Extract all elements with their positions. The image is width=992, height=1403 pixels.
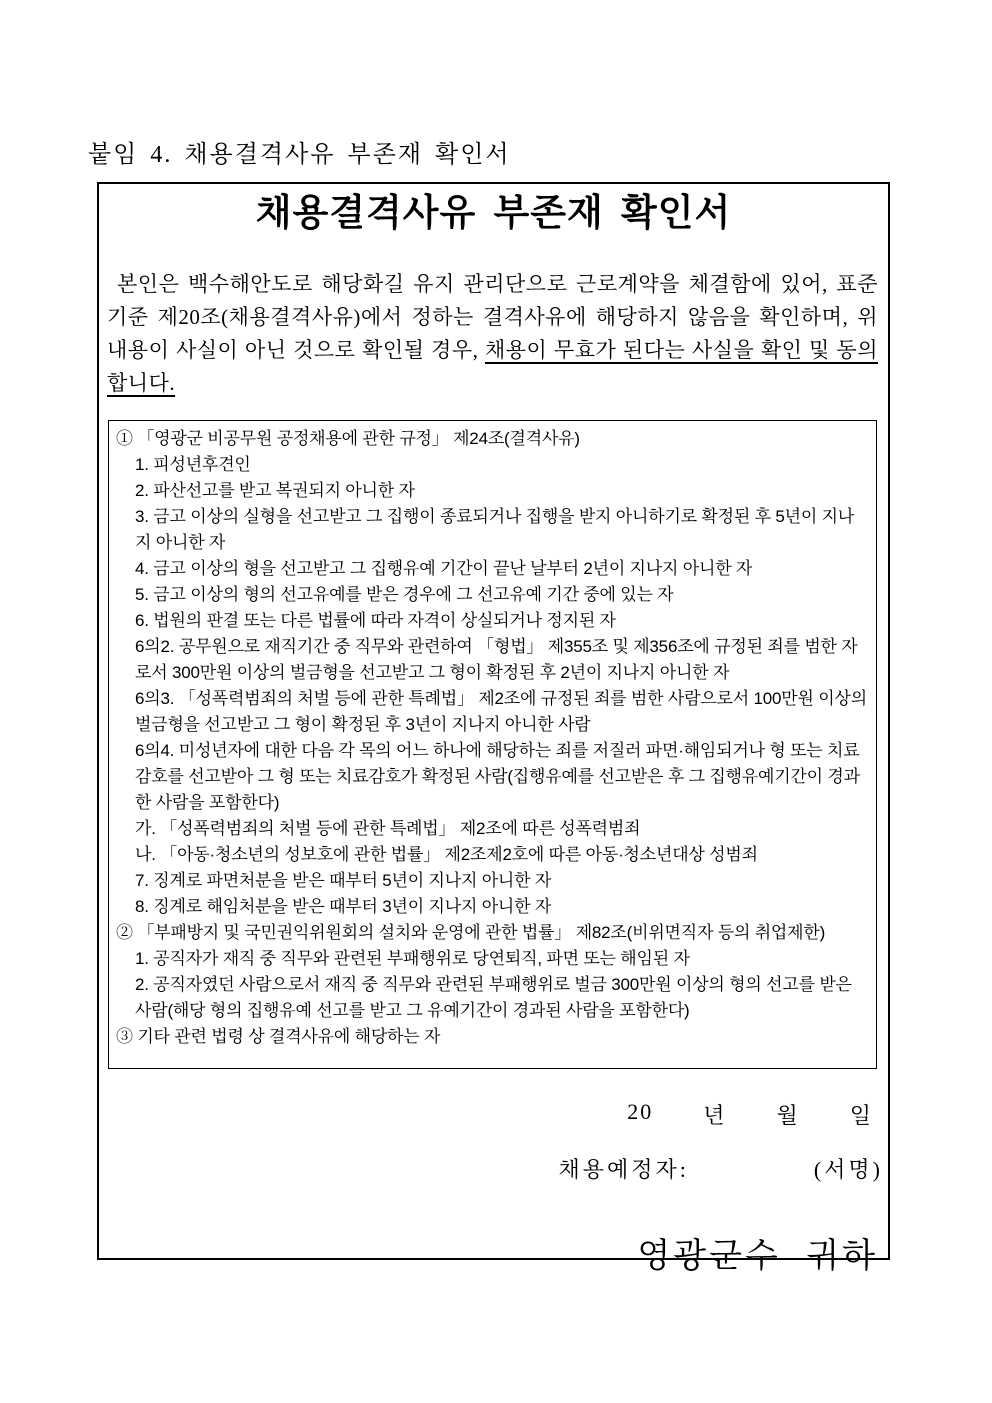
criteria-item: 4. 금고 이상의 형을 선고받고 그 집행유예 기간이 끝난 날부터 2년이 지나지 아니한 자 (135, 559, 753, 578)
intro-text-underlined: 채용이 무효가 된다는 사실을 확인 및 동의합니다. (107, 338, 878, 395)
criteria-item: ② 「부패방지 및 국민권익위원회의 설치와 운영에 관한 법률」 제82조(비위면직자 등의 취업제한) (116, 923, 826, 942)
criteria-item: 나. 「아동·청소년의 성보호에 관한 법률」 제2조제2호에 따른 아동·청소년대상 성범죄 (135, 845, 758, 864)
criteria-item: 2. 파산선고를 받고 복권되지 아니한 자 (135, 481, 415, 500)
signature-hint: (서명) (813, 1157, 883, 1182)
criteria-item: 6의3. 「성폭력범죄의 처벌 등에 관한 특례법」 제2조에 규정된 죄를 범한 사람으로서 100만원 이상의 벌금형을 선고받고 그 형이 확정된 후 3년이 지나지 아니한 사람 (135, 689, 867, 734)
criteria-item: 2. 공직자였던 사람으로서 재직 중 직무와 관련된 부패행위로 벌금 300만원 이상의 형의 선고를 받은 사람(해당 형의 집행유예 선고를 받고 그 유예기간이 경과된 사람을 포함한다) (135, 975, 852, 1020)
criteria-item: 1. 공직자가 재직 중 직무와 관련된 부패행위로 당연퇴직, 파면 또는 해임된 자 (135, 949, 690, 968)
form-title: 채용결격사유 부존재 확인서 (255, 192, 732, 233)
criteria-item: 5. 금고 이상의 형의 선고유예를 받은 경우에 그 선고유예 기간 중에 있는 자 (135, 585, 674, 604)
criteria-item: 6의2. 공무원으로 재직기간 중 직무와 관련하여 「형법」 제355조 및 제356조에 규정된 죄를 범한 자로서 300만원 이상의 벌금형을 선고받고 그 형이 확정된 후 2년이 지나지 아니한 자 (135, 637, 858, 682)
date-year-label: 년 (703, 1103, 727, 1128)
signature-line (99, 1153, 888, 1184)
date-line (99, 1099, 888, 1130)
criteria-item: 가. 「성폭력범죄의 처벌 등에 관한 특례법」 제2조에 따른 성폭력범죄 (135, 819, 641, 838)
prospective-employee-label: 채용예정자: (558, 1157, 689, 1182)
intro-text-normal: 본인은 백수해안도로 해당화길 유지 관리단으로 근로계약을 체결함에 있어, 표준 기준 제20조(채용결격사유)에서 정하는 결격사유에 해당하지 않음을 확인하며, 위 내용이 사실이 아닌 것으로 확인될 경우, (107, 272, 878, 362)
confirmation-form-box (97, 182, 890, 1275)
addressee: 영광군수 귀하 (637, 1238, 878, 1275)
date-month-label: 월 (776, 1103, 800, 1128)
criteria-item: 8. 징계로 해임처분을 받은 때부터 3년이 지나지 아니한 자 (135, 897, 552, 916)
attachment-label: 붙임 4. 채용결격사유 부존재 확인서 (88, 142, 511, 168)
date-day-label: 일 (849, 1103, 873, 1128)
criteria-item: ③ 기타 관련 법령 상 결격사유에 해당하는 자 (116, 1027, 441, 1046)
criteria-item: 3. 금고 이상의 실형을 선고받고 그 집행이 종료되거나 집행을 받지 아니하기로 확정된 후 5년이 지나지 아니한 자 (135, 507, 855, 552)
criteria-item: ① 「영광군 비공무원 공정채용에 관한 규정」 제24조(결격사유) (116, 429, 580, 448)
criteria-item: 7. 징계로 파면처분을 받은 때부터 5년이 지나지 아니한 자 (135, 871, 552, 890)
intro-paragraph (107, 268, 878, 400)
criteria-item: 1. 피성년후견인 (135, 455, 251, 474)
criteria-item: 6. 법원의 판결 또는 다른 법률에 따라 자격이 상실되거나 정지된 자 (135, 611, 616, 630)
disqualification-criteria-box (108, 420, 877, 1069)
date-year-prefix: 20 (627, 1099, 654, 1124)
criteria-item: 6의4. 미성년자에 대한 다음 각 목의 어느 하나에 해당하는 죄를 저질러 파면·해임되거나 형 또는 치료감호를 선고받아 그 형 또는 치료감호가 확정된 사람(집행유예를 선고받은 후 그 집행유예기간이 경과한 사람을 포함한다) (135, 741, 860, 812)
